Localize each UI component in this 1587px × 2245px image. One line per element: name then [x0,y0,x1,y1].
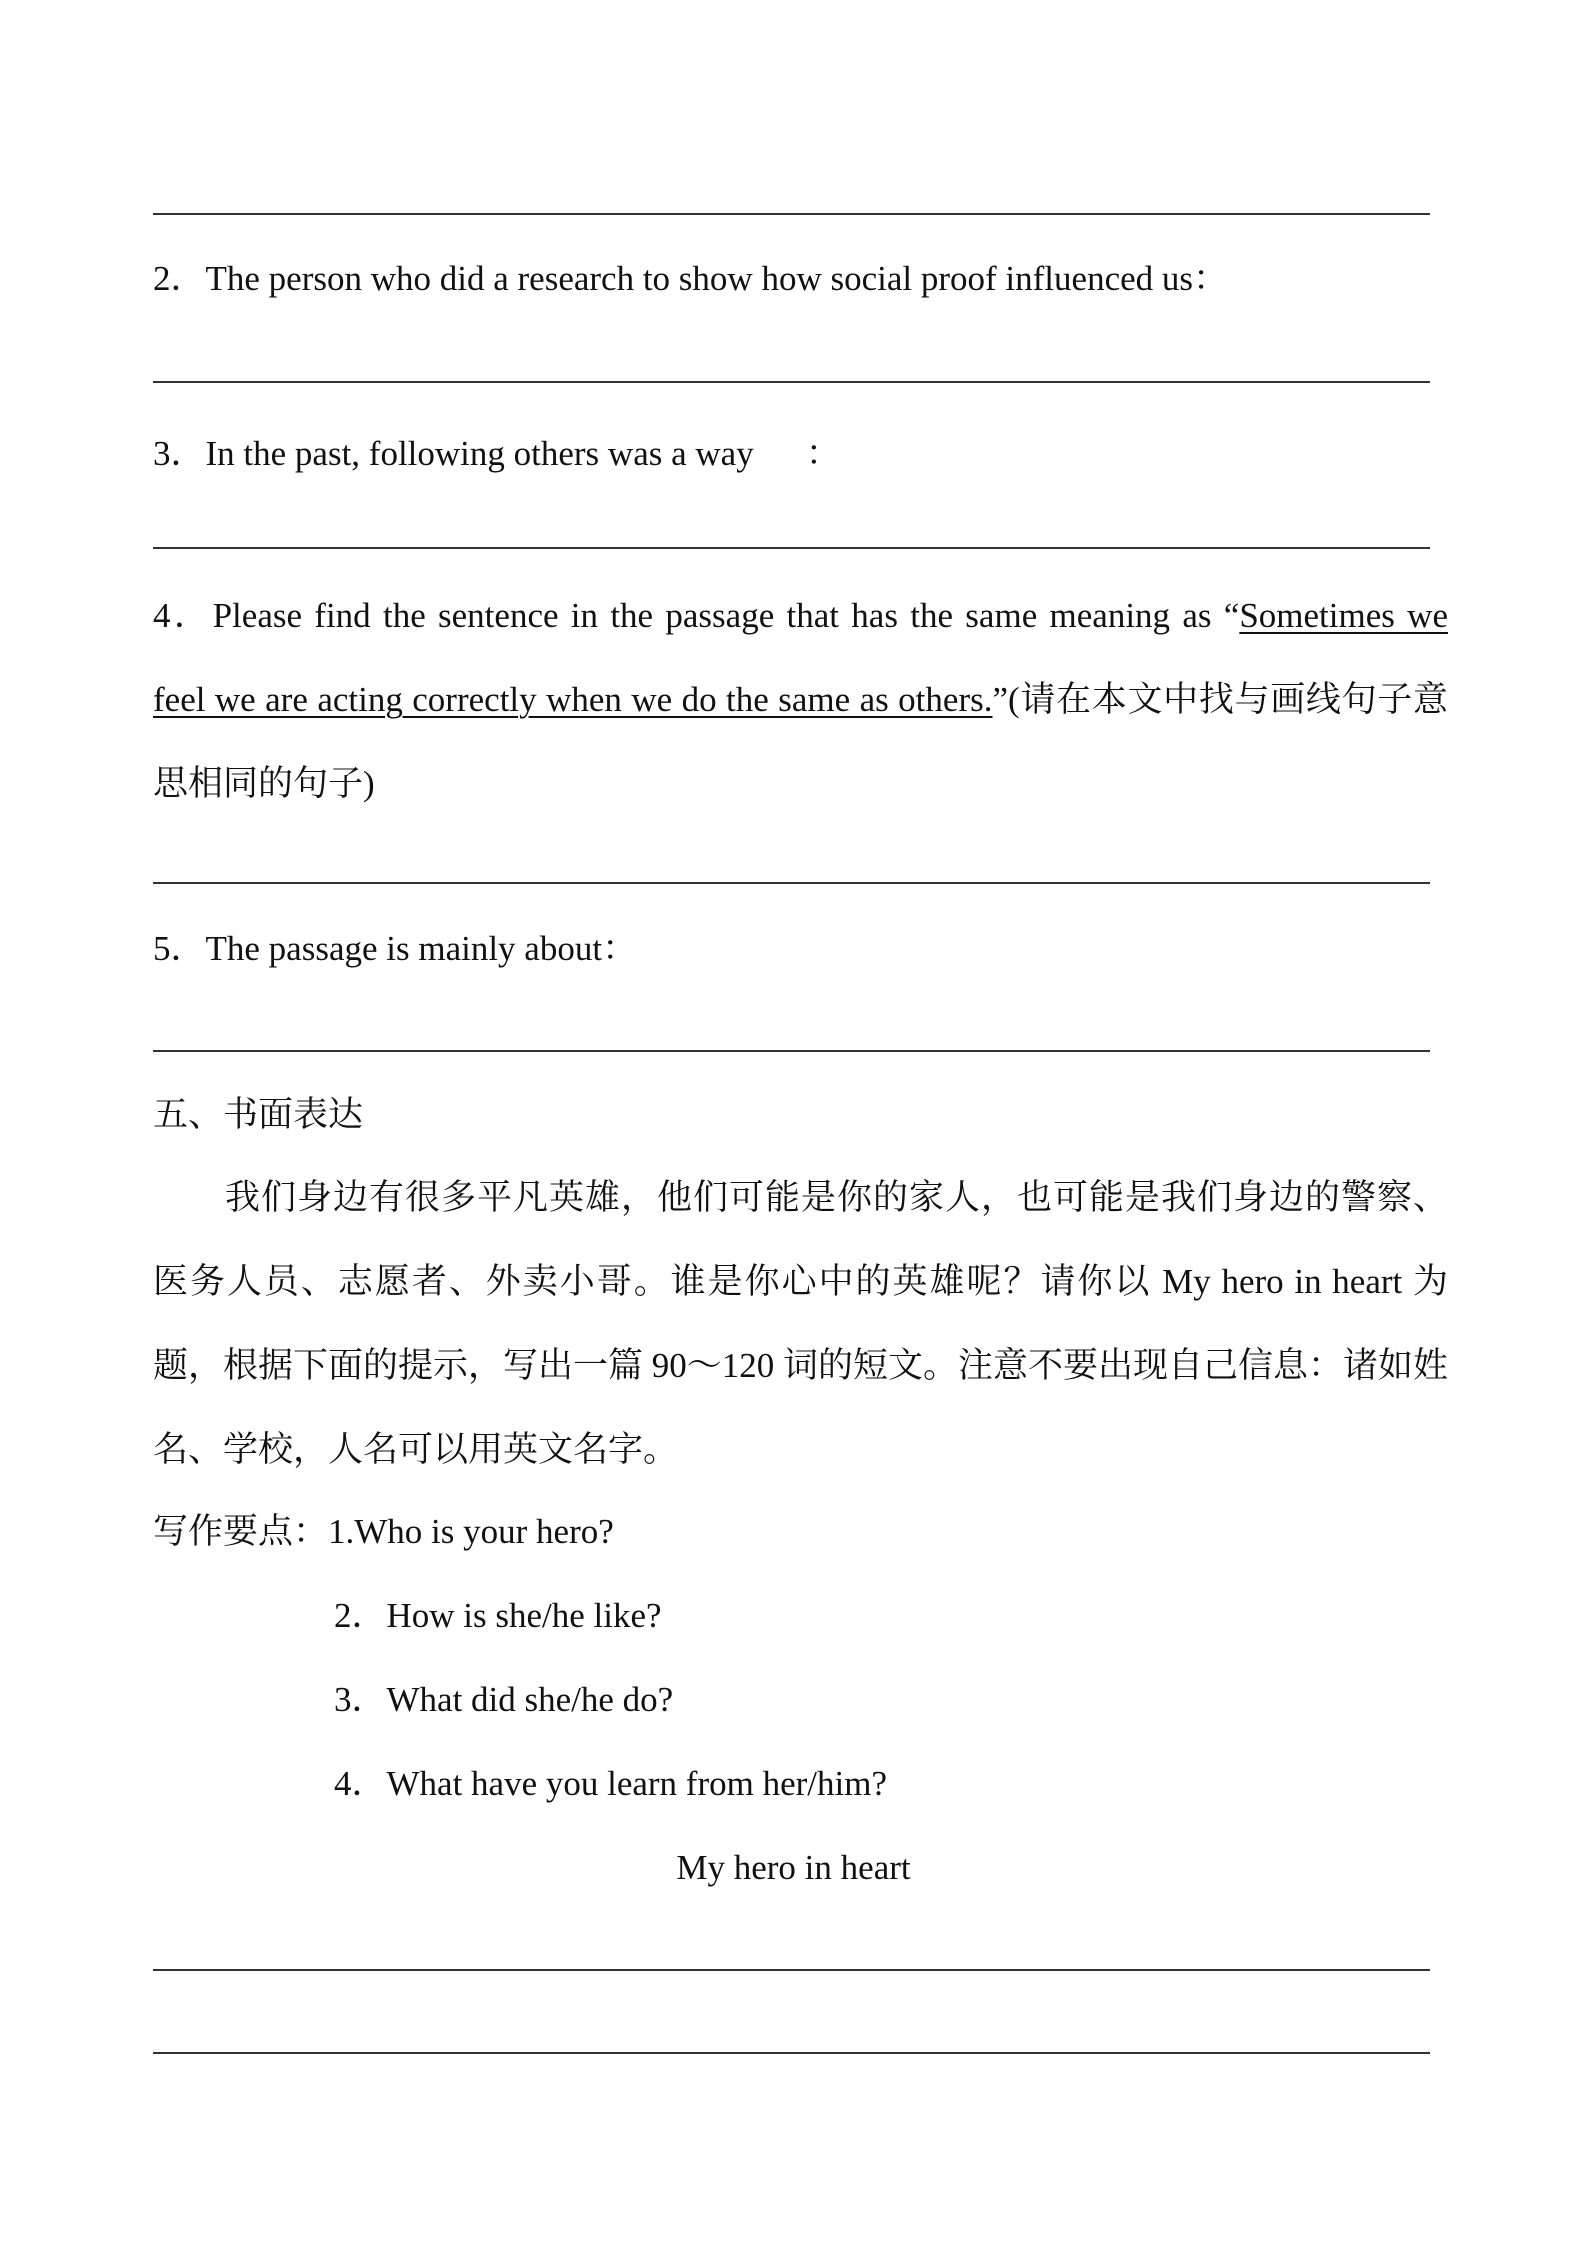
answer-line-4[interactable] [153,882,1430,884]
writing-prompt: 我们身边有很多平凡英雄，他们可能是你的家人，也可能是我们身边的警察、医务人员、志愿者、外卖小哥。谁是你心中的英雄呢？请你以 My hero in heart 为题，根据下面的提示，写出一篇 90～120 词的短文。注意不要出现自己信息：诸如姓名、学校，人名可以用英文名字。 [153,1178,1449,1469]
question-4-underlined-sentence: Sometimes we feel we are acting correctly when we do the same as others. [153,596,1448,719]
question-4 [153,574,1448,826]
writing-point-3: 3．What did she/he do? [334,1680,674,1719]
question-3-colon: ： [805,434,841,473]
question-4-suffix: ”(请在本文中找与画线句子意思相同的句子) [153,680,1448,803]
writing-points-row-1 [153,1511,614,1553]
section-heading: 五、书面表达 [153,1095,364,1134]
question-5: 5．The passage is mainly about： [153,929,638,968]
essay-title: My hero in heart [676,1848,911,1887]
essay-line-1[interactable] [153,1969,1430,1971]
answer-line-1[interactable] [153,213,1430,215]
question-2: 2．The person who did a research to show how social proof influenced us： [153,259,1229,298]
question-3-text: 3．In the past, following others was a way [153,434,754,473]
answer-line-5[interactable] [153,1050,1430,1052]
writing-point-2: 2．How is she/he like? [334,1596,662,1635]
essay-line-2[interactable] [153,2052,1430,2054]
answer-line-3[interactable] [153,547,1430,549]
writing-point-4: 4．What have you learn from her/him? [334,1764,887,1803]
writing-point-1: 1.Who is your hero? [328,1512,614,1551]
question-3 [153,433,841,475]
answer-line-2[interactable] [153,381,1430,383]
writing-points-label: 写作要点： [153,1512,329,1551]
question-4-prefix: 4．Please find the sentence in the passage that has the same meaning as “ [153,596,1240,635]
